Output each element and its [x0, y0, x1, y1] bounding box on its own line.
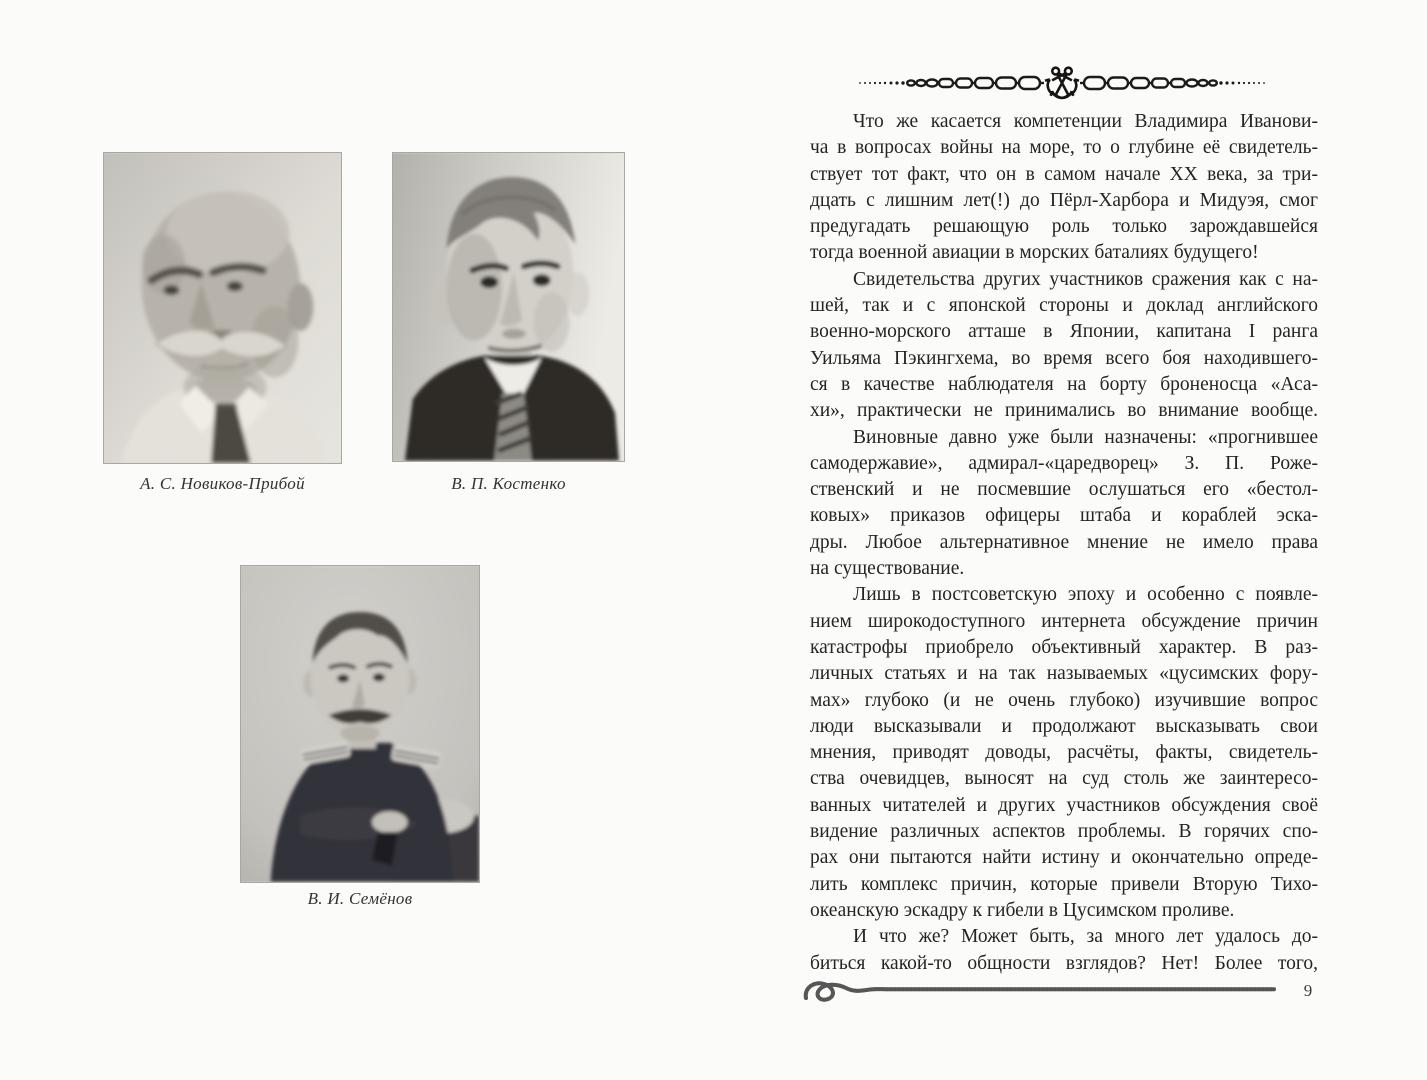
text-line: предугадать решающую роль только зарождавшейся — [810, 216, 1318, 238]
text-line: океанскую эскадру к гибели в Цусимском проливе. — [810, 899, 1235, 921]
text-line: военно-морского атташе в Японии, капитана I ранга — [810, 321, 1318, 343]
text-line: ковых» приказов офицеры штаба и кораблей эска- — [810, 505, 1318, 527]
caption-kostenko: В. П. Костенко — [451, 474, 566, 493]
text-line: ванных читателей и других участников обсуждения своё — [810, 794, 1318, 816]
text-line: Свидетельства других участников сражения как с на- — [853, 268, 1318, 290]
text-line: самодержавие», адмирал-«царедворец» З. П. Роже- — [810, 452, 1318, 474]
text-line: мнения, приводят доводы, расчёты, факты, свидетель- — [810, 742, 1318, 764]
paragraph — [810, 924, 1318, 977]
text-line: Что же касается компетенции Владимира Иванови- — [853, 111, 1318, 132]
text-line: катастрофы приобрело объективный характер. В раз- — [810, 636, 1318, 658]
text-line: тогда военной авиации в морских баталиях будущего! — [810, 242, 1259, 264]
text-line: И что же? Может быть, за много лет удалось до- — [853, 926, 1318, 948]
text-line: люди высказывали и продолжают высказывать свои — [810, 715, 1318, 737]
text-line: Лишь в постсоветскую эпоху и особенно с появле- — [853, 584, 1318, 606]
text-line: дры. Любое альтернативное мнение не имело права — [810, 531, 1318, 553]
body-text — [810, 109, 1318, 977]
page-number: 9 — [1303, 981, 1313, 1000]
text-line: Виновные давно уже были назначены: «прогнившее — [853, 426, 1318, 448]
text-line: лить комплекс причин, которые привели Вторую Тихо- — [810, 873, 1318, 895]
text-line: хи», практически не принимались во внимание вообще. — [810, 400, 1318, 422]
rope-rule — [800, 976, 1280, 1004]
paragraph — [810, 109, 1318, 267]
text-line: рах они пытаются найти истину и окончательно опреде- — [810, 847, 1318, 869]
text-line: ственский и не посмевшие ослушаться его «бестол- — [810, 479, 1318, 501]
text-line: на существование. — [810, 558, 965, 580]
text-line: шей, так и с японской стороны и доклад английского — [810, 295, 1318, 317]
text-line: личных статьях и на так называемых «цусимских фору- — [810, 663, 1318, 685]
text-line: биться какой-то общности взглядов? Нет! Более того, — [810, 952, 1318, 974]
text-line: ствует тот факт, что он в самом начале XX века, за три- — [810, 163, 1318, 185]
paragraph — [810, 582, 1318, 924]
text-line: ства очевидцев, выносят на суд столь же заинтересо- — [810, 768, 1318, 790]
caption-novikov-priboy: А. С. Новиков-Прибой — [140, 474, 305, 493]
text-line: ча в вопросах войны на море, то о глубине её свидетель- — [810, 137, 1318, 159]
text-line: нием широкодоступного интернета обсуждение причин — [810, 610, 1318, 632]
text-line: мах» глубоко (и не очень глубоко) изучившие вопрос — [810, 689, 1318, 711]
caption-semyonov: В. И. Семёнов — [307, 889, 413, 908]
paragraph — [810, 425, 1318, 583]
chain-anchors-ornament — [856, 62, 1268, 104]
text-line: ся в качестве наблюдателя на борту броненосца «Аса- — [810, 373, 1318, 395]
paragraph — [810, 267, 1318, 425]
text-line: Уильяма Пэкингхема, во время всего боя находившего- — [810, 347, 1318, 369]
text-line: видение различных аспектов проблемы. В горячих спо- — [810, 821, 1318, 843]
text-line: дцать с лишним лет(!) до Пёрл-Харбора и Мидуэя, смог — [810, 189, 1318, 211]
